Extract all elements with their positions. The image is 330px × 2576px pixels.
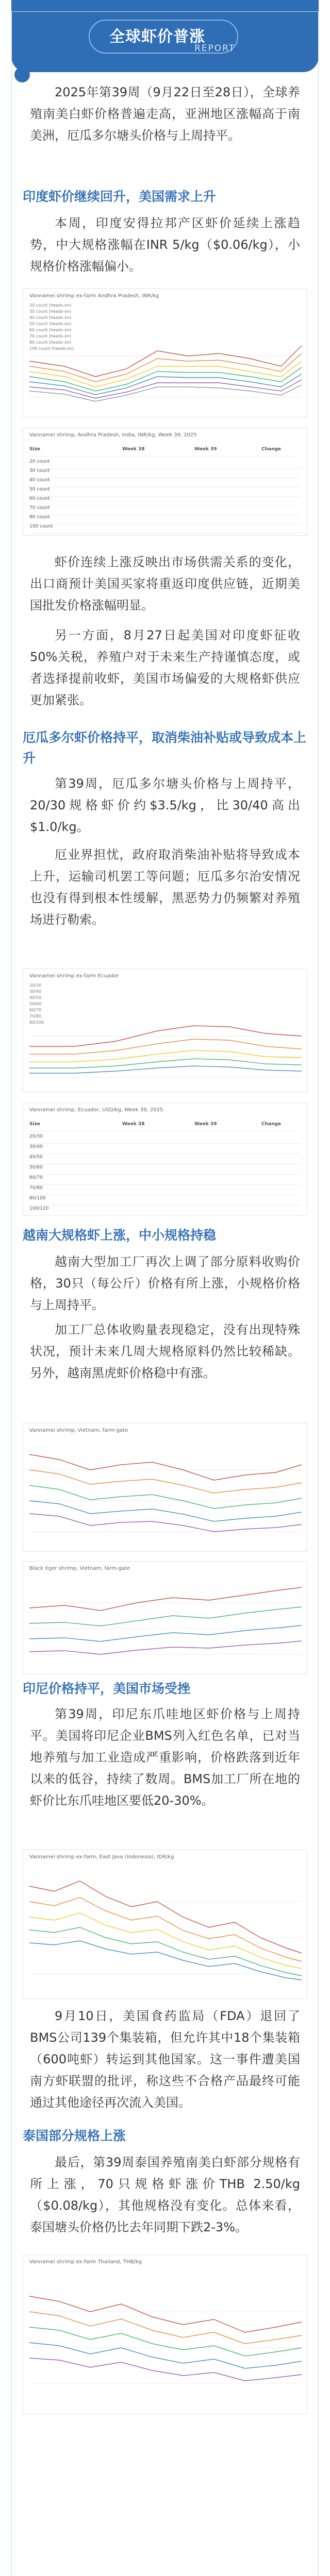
col-header: Change <box>261 1122 282 1127</box>
series-line <box>29 1514 302 1532</box>
table-title: Vannamei shrimp, Andhra Pradesh, India, INR/kg, Week 39, 2025 <box>29 432 197 438</box>
table-cell: 50 count <box>29 487 50 492</box>
series-line <box>29 1066 302 1073</box>
series-line <box>29 2296 302 2332</box>
chart-title: Vannamei shrimp, Vietnam, farm-gate <box>29 1428 128 1433</box>
series-line <box>29 1485 302 1509</box>
chart-title: Vannamei shrimp ex-farm Thailand, THB/kg <box>29 2259 142 2265</box>
india-para-3: 另一方面，8月27日起美国对印度虾征收50%关税，养殖户对于未来生产持谨慎态度，或者选择提前收虾，美国市场偏爱的大规格虾供应更加紧张。 <box>30 628 300 707</box>
legend-item: 30/40 <box>29 989 42 994</box>
series-line <box>29 1927 302 1976</box>
table-header-row <box>29 444 301 456</box>
table-cell: 100 count <box>29 524 53 529</box>
table-ecuador <box>23 1103 307 1216</box>
table-cell: 30/40 <box>29 1144 43 1149</box>
chart-title: Vannamei shrimp ex-farm Ecuador <box>29 973 119 979</box>
series-line <box>29 1470 302 1493</box>
section-heading-thailand: 泰国部分规格上涨 <box>23 2128 126 2143</box>
col-header: Change <box>261 447 282 452</box>
chart-ecuador-line <box>23 969 307 1092</box>
indonesia-para-2: 9月10日，美国食药监局（FDA）退回了BMS公司139个集装箱，但允许其中18个集装箱（600吨虾）转运到其他国家。这一事件遭美国南方虾联盟的批评，称这些不合格产品最终可能通过其他途径再次流入美国。 <box>30 2009 300 2110</box>
legend-item: 60 count (heads-on) <box>29 328 72 332</box>
section-heading-indonesia: 印尼价格持平，美国市场受挫 <box>23 1681 191 1696</box>
chart-indonesia-line <box>23 1850 307 1999</box>
legend-item: 20/30 <box>29 983 42 988</box>
series-line <box>29 353 302 382</box>
col-header: Size <box>29 1122 40 1127</box>
table-cell: 60 count <box>29 496 50 501</box>
table-cell: 20/30 <box>29 1134 43 1139</box>
table-cell: 70/80 <box>29 1185 43 1191</box>
table-title: Vannamei shrimp, Ecuador, USD/kg, Week 39, 2025 <box>29 1107 163 1113</box>
legend-item: 50/60 <box>29 1002 42 1006</box>
table-cell: 80 count <box>29 515 50 520</box>
series-line <box>29 2358 302 2381</box>
legend-item: 70/80 <box>29 1014 42 1019</box>
legend-item: 80/100 <box>29 1020 44 1025</box>
section-heading-india: 印度虾价继续回升，美国需求上升 <box>23 189 217 204</box>
legend-item: 80 count (heads-on) <box>29 340 72 345</box>
report-label: REPORT <box>194 43 236 54</box>
line-plot <box>23 1423 308 1552</box>
legend-item: 70 count (heads-on) <box>29 334 72 338</box>
table-row <box>29 1203 301 1216</box>
series-line <box>29 1454 302 1480</box>
legend-item: 50 count (heads-on) <box>29 321 72 326</box>
line-plot <box>23 289 308 418</box>
legend-item: 30 count (heads-on) <box>29 309 72 314</box>
line-plot <box>23 2255 308 2415</box>
series-line <box>29 1050 302 1062</box>
series-line <box>29 1913 302 1969</box>
section-heading-ecuador: 厄瓜多尔虾价格持平，取消柴油补贴或导致成本上升 <box>23 730 307 766</box>
thailand-para-1: 最后，第39周泰国养殖南美白虾部分规格有所上涨，70只规格虾涨价THB 2.50/kg（$0.08/kg），其他规格没有变化。总体来看，泰国塘头价格仍比去年同期下跌2-3%。 <box>30 2155 300 2234</box>
line-plot <box>23 1850 308 1999</box>
vietnam-para-1: 越南大型加工厂再次上调了部分原料收购价格，30只（每公斤）价格有所上涨，小规格价格与上周持平。 <box>30 1255 300 1312</box>
legend-item: 100 count (heads-on) <box>29 346 74 351</box>
col-header: Week 38 <box>122 1122 145 1127</box>
table-header-row <box>29 1118 301 1131</box>
page-title: 全球虾价普涨 <box>109 28 205 46</box>
series-line <box>29 2312 302 2344</box>
col-header: Week 39 <box>194 447 217 452</box>
table-cell: 60/70 <box>29 1175 43 1180</box>
line-plot <box>23 969 308 1093</box>
chart-thailand-line <box>23 2255 307 2414</box>
chart-vietnam-line <box>23 1423 307 1552</box>
intro-paragraph: 2025年第39周（9月22日至28日），全球养殖南美白虾价格普遍走高，亚洲地区涨幅高于南美洲，厄瓜多尔塘头价格与上周持平。 <box>30 85 300 143</box>
table-cell: 20 count <box>29 459 50 464</box>
series-line <box>29 1941 302 1980</box>
col-header: Week 38 <box>122 447 145 452</box>
legend-item: 40 count (heads-on) <box>29 315 72 320</box>
legend-item: 60/70 <box>29 1008 42 1012</box>
series-line <box>29 1587 302 1611</box>
series-line <box>29 1607 302 1626</box>
chart-india-line <box>23 289 307 417</box>
table-cell: 30 count <box>29 468 50 473</box>
chart-title: Vannamei shrimp ex-farm, East Java (Indonesia), IDR/kg <box>29 1854 174 1860</box>
ecuador-para-2: 厄业界担忧，政府取消柴油补贴将导致成本上升，运输司机罢工等问题；厄瓜多尔治安情况也没有得到根本性缓解，黑恶势力仍频繁对养殖场进行勒索。 <box>30 848 300 927</box>
table-cell: 40/50 <box>29 1155 43 1160</box>
series-line <box>29 1059 302 1068</box>
chart-title: Vannamei shrimp ex-farm Andhra Pradesh, INR/kg <box>29 293 159 299</box>
col-header: Size <box>29 447 40 452</box>
legend-item: 40/50 <box>29 995 42 1000</box>
legend-item: 20 count (heads-on) <box>29 303 72 308</box>
series-line <box>29 1625 302 1641</box>
table-cell: 80/100 <box>29 1196 46 1201</box>
line-plot <box>23 1562 308 1675</box>
table-cell: 100/120 <box>29 1206 49 1211</box>
chart-vietnam-black-tiger <box>23 1561 307 1674</box>
table-cell: 70 count <box>29 505 50 511</box>
table-india <box>23 428 307 536</box>
chart-title: Black tiger shrimp, Vietnam, farm-gate <box>29 1566 130 1571</box>
indonesia-para-1: 第39周，印尼东爪哇地区虾价格与上周持平。美国将印尼企业BMS列入红色名单，已对当地养殖与加工业造成严重影响，价格跌落到近年以来的低谷，持续了数周。BMS加工厂所在地的虾价比东爪哇地区要低20-30%。 <box>30 1707 300 1808</box>
col-header: Week 39 <box>194 1122 217 1127</box>
section-heading-vietnam: 越南大规格虾上涨，中小规格持稳 <box>23 1228 217 1243</box>
table-cell: 40 count <box>29 478 50 483</box>
series-line <box>29 1641 302 1654</box>
vietnam-para-2: 加工厂总体收购量表现稳定，没有出现特殊状况，预计未来几周大规格原料仍然比较稀缺。另外，越南黑虎虾价格稳中有涨。 <box>30 1323 300 1380</box>
india-para-1: 本周，印度安得拉邦产区虾价延续上涨趋势，中大规格涨幅在INR 5/kg（$0.06/kg），小规格价格涨幅偏小。 <box>30 216 300 274</box>
india-para-2: 虾价连续上涨反映出市场供需关系的变化，出口商预计美国买家将重返印度供应链，近期美国批发价格涨幅明显。 <box>30 555 300 613</box>
ecuador-para-1: 第39周，厄瓜多尔塘头价格与上周持平，20/30规格虾价约$3.5/kg，比30/40高出$1.0/kg。 <box>30 776 300 834</box>
table-row <box>29 521 301 534</box>
table-cell: 50/60 <box>29 1165 43 1170</box>
